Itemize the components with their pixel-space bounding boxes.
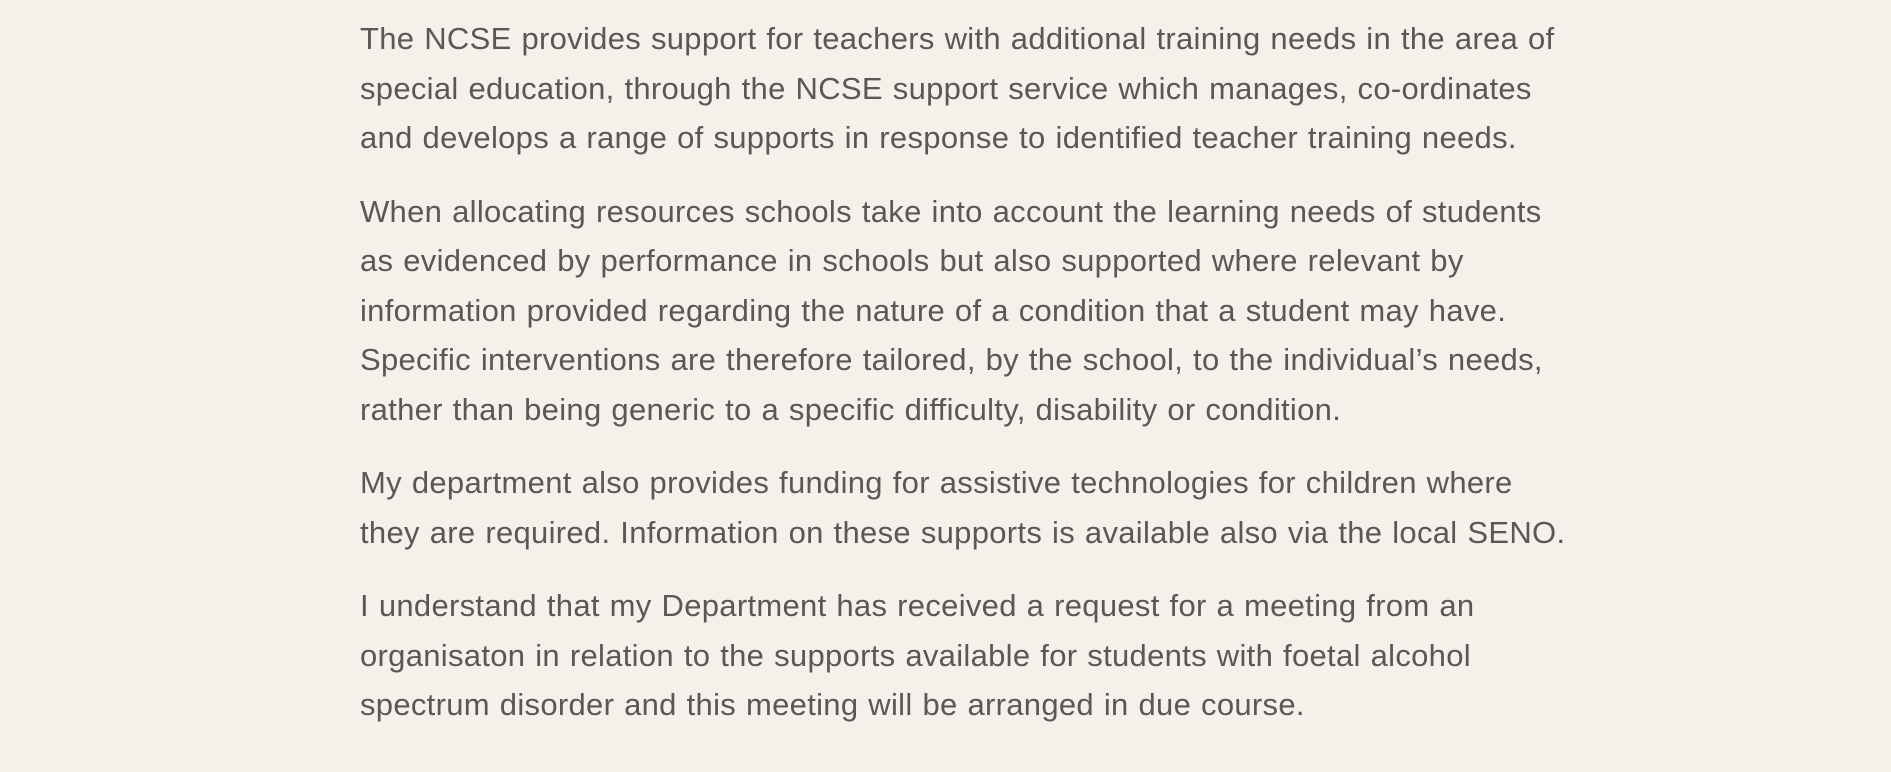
text-line: My department also provides funding for assistive technologies for children where <box>360 465 1513 500</box>
paragraph-assistive-technology <box>360 458 1660 557</box>
text-line: Specific interventions are therefore tailored, by the school, to the individual’s needs, <box>360 342 1543 377</box>
paragraph-ncse-support <box>360 14 1660 163</box>
text-line: as evidenced by performance in schools but also supported where relevant by <box>360 243 1464 278</box>
text-line: When allocating resources schools take into account the learning needs of students <box>360 193 1542 229</box>
text-line: special education, through the NCSE support service which manages, co-ordinates <box>360 70 1532 106</box>
paragraph-meeting-request <box>360 581 1660 730</box>
text-line: they are required. Information on these supports is available also via the local SENO. <box>360 514 1566 550</box>
answer-body <box>360 14 1660 754</box>
text-line: spectrum disorder and this meeting will be arranged in due course. <box>360 687 1305 722</box>
text-line: I understand that my Department has received a request for a meeting from an <box>360 588 1475 623</box>
paragraph-resource-allocation <box>360 187 1660 435</box>
text-line: and develops a range of supports in response to identified teacher training needs. <box>360 120 1517 155</box>
text-line: organisaton in relation to the supports available for students with foetal alcohol <box>360 637 1471 673</box>
text-line: information provided regarding the nature of a condition that a student may have. <box>360 292 1507 328</box>
text-line: The NCSE provides support for teachers with additional training needs in the area of <box>360 21 1555 56</box>
text-line: rather than being generic to a specific difficulty, disability or condition. <box>360 391 1342 427</box>
